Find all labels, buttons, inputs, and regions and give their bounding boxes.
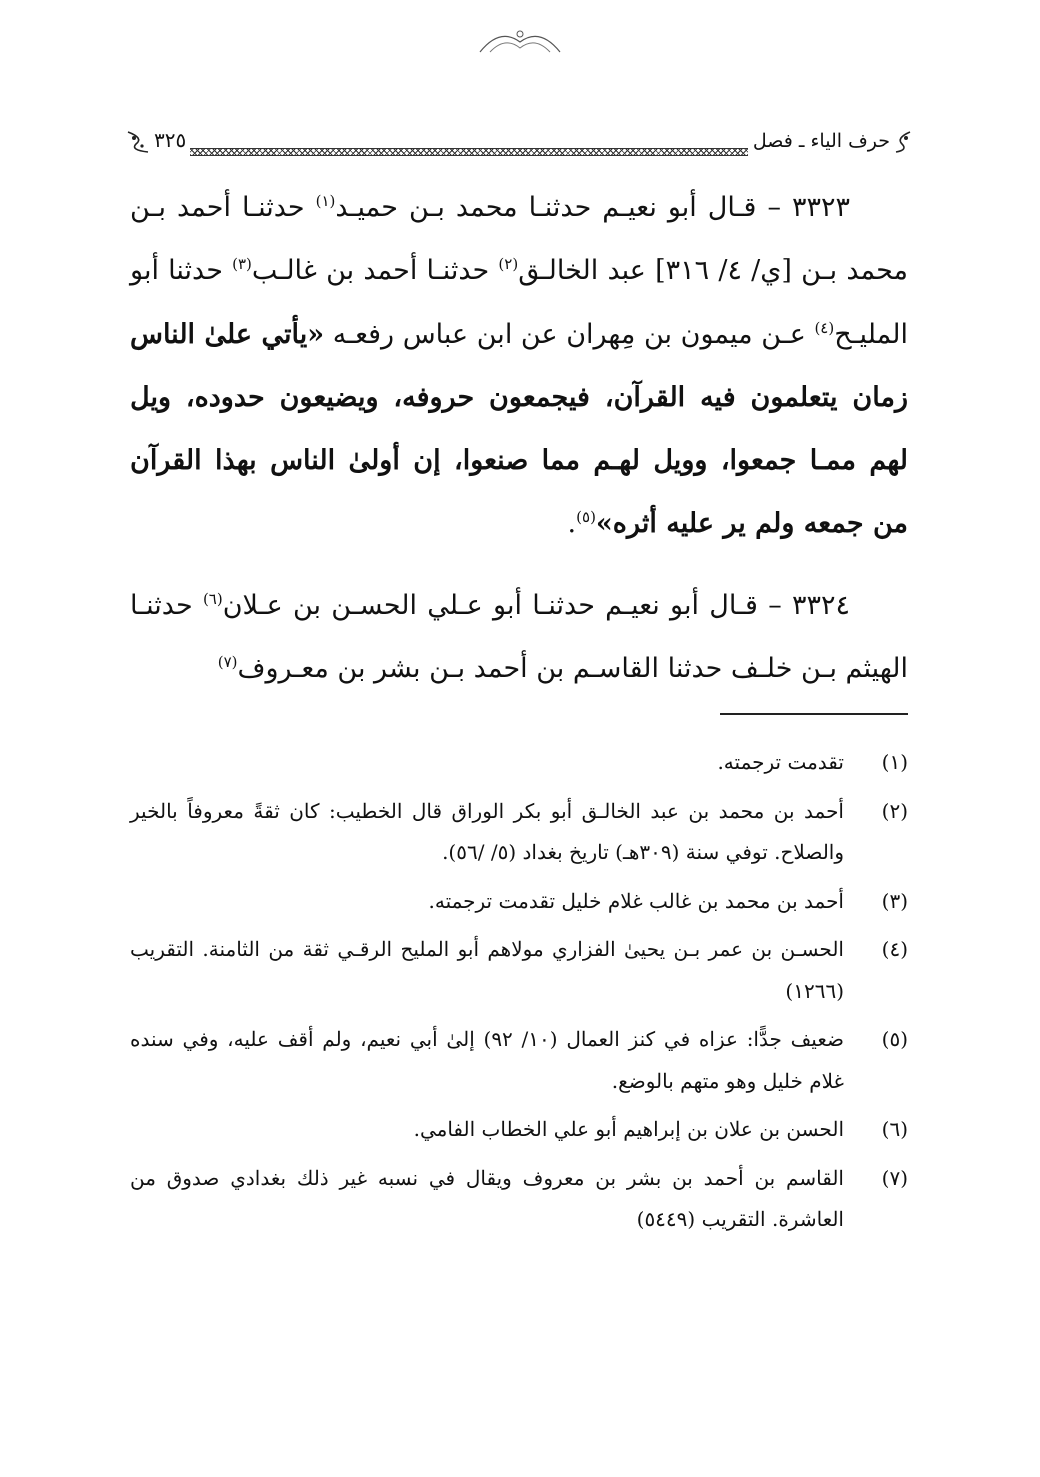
footnote-item <box>130 791 908 874</box>
footnote-text: أحمد بن محمد بن غالب غلام خليل تقدمت ترجمته. <box>428 888 844 913</box>
text-run: حدثنـا أحمد بن غالـب <box>251 255 499 287</box>
running-title: حرف الياء ـ فصل <box>752 130 890 152</box>
header-ornament-left-icon <box>124 130 152 154</box>
page-number: ٣٢٥ <box>154 128 187 152</box>
page-header <box>130 126 908 160</box>
footnote-number: (٥) <box>881 1027 908 1051</box>
footnote-number: (٣) <box>881 888 908 913</box>
footnote-item <box>130 1109 908 1151</box>
hadith-3323 <box>130 176 908 556</box>
hadith-3324 <box>130 574 908 701</box>
hadith-matn: «يأتي علىٰ الناس زمان يتعلمون فيه القرآن، فيجمعون حروفه، ويضيعون حدوده، ويل لهم ممـا جمعوا، وويل لهـم مما صنعوا، إن أولىٰ الناس بهذا القرآن من جمعه ولم ير عليه أثره» <box>130 318 908 540</box>
footnote-ref[interactable]: (٦) <box>202 589 223 608</box>
text-run: ٣٣٢٤ – قـال أبو نعيـم حدثنـا أبو عـلي الحسـن بن عـلان <box>222 589 850 621</box>
text-run: حدثنـا الهيثم بـن خلـف حدثنا القاسـم بن أحمد بـن بشر بن معـروف <box>130 589 908 685</box>
footnote-number: (١) <box>881 750 908 774</box>
footnote-number: (٧) <box>881 1165 908 1190</box>
text-run: عـن ميمون بن مِهران عن ابن عباس رفعـه <box>324 318 815 350</box>
footnote-ref[interactable]: (٤) <box>814 318 835 337</box>
footnote-text: القاسم بن أحمد بن بشر بن معروف ويقال في نسبه غير ذلك بغدادي صدوق من العاشرة. التقريب (٥٤٤٩) <box>130 1165 844 1231</box>
header-ornament-right-icon <box>892 130 914 154</box>
footnote-number: (٦) <box>881 1117 908 1141</box>
top-ornament-icon <box>470 22 570 62</box>
text-run: ٣٣٢٣ – قـال أبو نعيـم حدثنـا محمد بـن حميـد <box>335 192 850 223</box>
footnote-separator <box>720 713 908 715</box>
text-run: حدثنـا أحمد بـن محمد بـن [ي/ ٤/ ٣١٦] عبد الخالـق <box>130 192 908 287</box>
footnote-item <box>130 1019 908 1102</box>
footnote-text: ضعيف جدًّا: عزاه في كنز العمال (١٠/ ٩٢) إلىٰ أبي نعيم، ولم أقف عليه، وفي سنده غلام خليل وهو متهم بالوضع. <box>130 1027 844 1093</box>
footnote-text: أحمد بن محمد بن عبد الخالـق أبو بكر الوراق قال الخطيب: كان ثقةً معروفاً بالخير والصلاح. توفي سنة (٣٠٩هـ) تاريخ بغداد (٥/ /٥٦). <box>130 798 844 864</box>
footnote-item <box>130 742 908 784</box>
footnote-item <box>130 929 908 1012</box>
footnote-ref[interactable]: (١) <box>315 192 336 210</box>
header-rule <box>190 148 748 156</box>
footnote-number: (٢) <box>881 798 908 823</box>
main-text <box>130 176 908 700</box>
footnotes <box>130 742 908 1248</box>
footnote-text: الحسـن بن عمر بـن يحيىٰ الفزاري مولاهم أبو المليح الرقـي ثقة من الثامنة. التقريب (١٢٦٦) <box>130 937 844 1003</box>
text-run: . <box>567 508 577 540</box>
footnote-item <box>130 881 908 923</box>
text-run: حدثنا أبو المليـح <box>130 255 908 350</box>
footnote-ref[interactable]: (٧) <box>217 653 238 672</box>
footnote-ref[interactable]: (٢) <box>498 255 519 274</box>
footnote-text: الحسن بن علان بن إبراهيم أبو علي الخطاب الفامي. <box>413 1117 844 1141</box>
footnote-text: تقدمت ترجمته. <box>717 750 844 774</box>
footnote-ref[interactable]: (٣) <box>232 255 252 274</box>
footnote-number: (٤) <box>881 937 908 961</box>
footnote-ref[interactable]: (٥) <box>576 508 596 527</box>
footnote-item <box>130 1158 908 1241</box>
